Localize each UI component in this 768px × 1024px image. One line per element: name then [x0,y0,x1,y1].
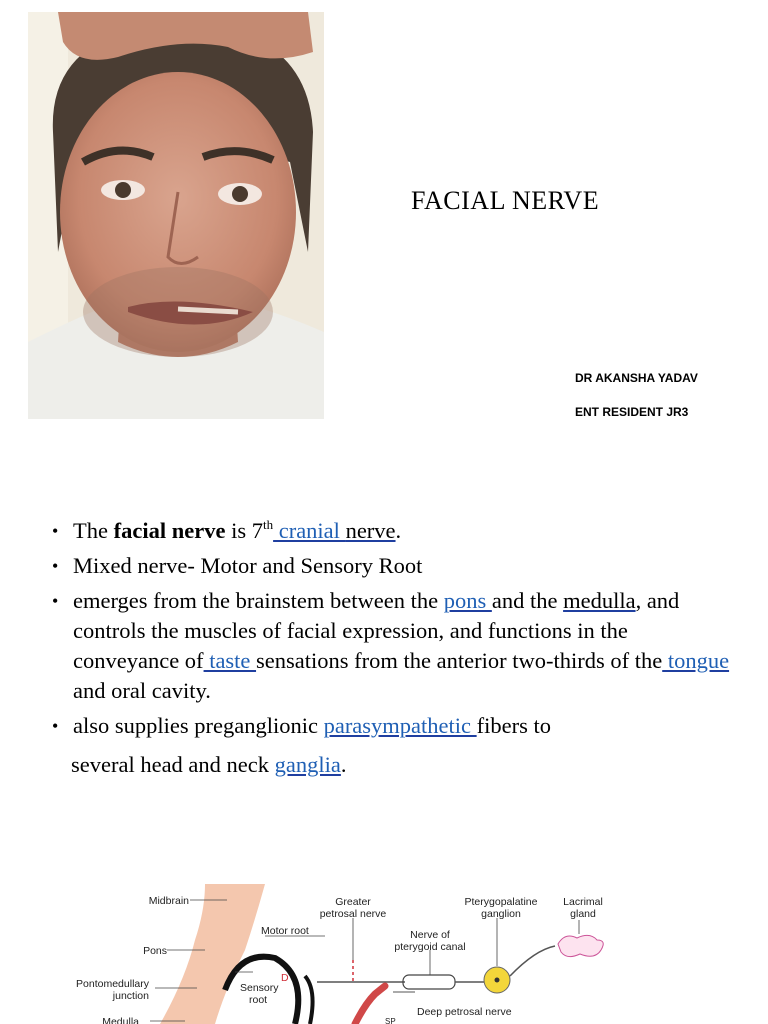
bullet-continuation: several head and neck ganglia. [71,752,347,777]
bullet-icon: • [52,521,59,541]
slide-title: FACIAL NERVE [411,186,600,215]
svg-text:petrosal nerve: petrosal nerve [319,908,387,920]
lacrimal-gland [558,935,603,956]
label-midbrain: Midbrain [148,895,189,907]
bullet-icon: • [52,556,59,576]
patient-photo [28,12,324,419]
link-ganglia[interactable]: ganglia [274,752,341,777]
label-pontomedullary: Pontomedullary [76,978,149,990]
link-cranial[interactable]: cranial [273,518,346,543]
bullet-item: • Mixed nerve- Motor and Sensory Root [52,551,732,581]
link-pons[interactable]: pons [443,588,492,613]
bullet-icon: • [52,716,59,736]
link-tongue[interactable]: tongue [662,648,730,673]
label-medulla: Medulla [102,1016,139,1024]
label-sp-mark: SP [385,1017,396,1024]
svg-text:junction: junction [112,990,149,1002]
facial-nerve-diagram [55,880,675,1024]
bullet-icon: • [52,591,59,611]
bullet-list [52,516,732,780]
link-medulla[interactable]: medulla [563,588,636,613]
label-pterygoid-canal: Nerve of [410,929,450,941]
bullet-item: • The facial nerve is 7th cranial nerve. [52,516,732,546]
facial-palsy-photo-illustration [28,12,324,419]
label-pons: Pons [143,945,167,957]
bullet-item: • emerges from the brainstem between the pons and the medulla, and controls the muscles of facial expression, and functions in the conveyance of taste sensations from the anterior two-thirds of the tongue and oral cavity. [52,588,730,703]
label-deep-petrosal: Deep petrosal nerve [417,1006,512,1018]
internal-carotid [355,986,385,1024]
label-lacrimal: Lacrimal [563,896,603,908]
svg-text:root: root [249,994,268,1006]
svg-text:gland: gland [570,908,596,920]
label-greater-petrosal: Greater [335,896,371,908]
link-parasympathetic[interactable]: parasympathetic [323,713,477,738]
pterygoid-canal [403,975,455,989]
author-name: DR AKANSHA YADAV [575,371,698,385]
label-pterygopalatine: Pterygopalatine [464,896,538,908]
label-sensory-root: Sensory [240,982,279,994]
author-role: ENT RESIDENT JR3 [575,405,689,419]
label-motor-root: Motor root [261,925,309,937]
label-d-mark: D [281,972,289,984]
link-taste[interactable]: taste [203,648,257,673]
svg-text:pterygoid canal: pterygoid canal [394,941,466,953]
bullet-item: • also supplies preganglionic parasympathetic fibers to [52,711,732,741]
svg-text:ganglion: ganglion [481,908,521,920]
